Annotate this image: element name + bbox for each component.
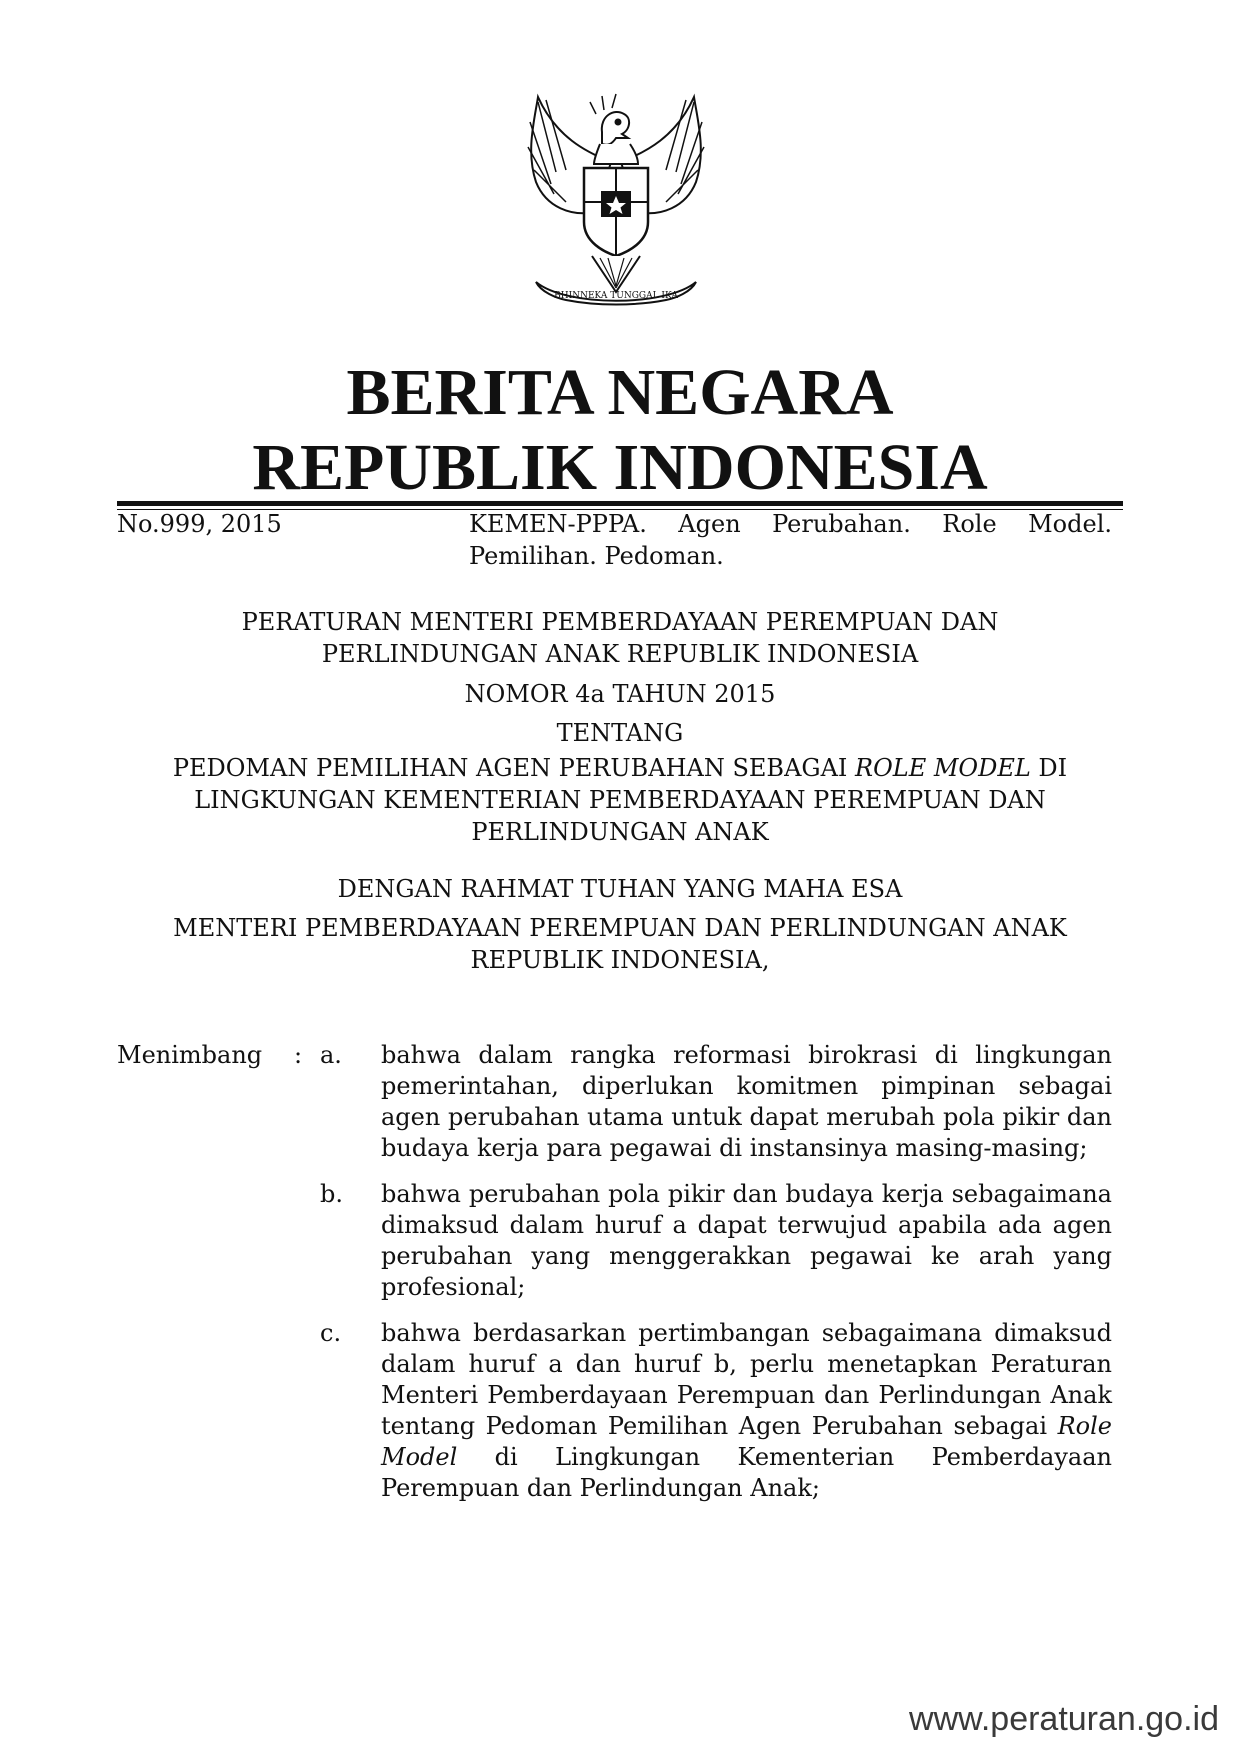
minister-heading-line1: MENTERI PEMBERDAYAAN PEREMPUAN DAN PERLINDUNGAN ANAK (173, 914, 1067, 942)
list-item-text (381, 1318, 1112, 1504)
subject-text: PEDOMAN PEMILIHAN AGEN PERUBAHAN SEBAGAI (172, 754, 856, 782)
minister-heading-line2: REPUBLIK INDONESIA, (470, 946, 770, 974)
regulation-title-line1: PERATURAN MENTERI PEMBERDAYAAN PEREMPUAN DAN (241, 608, 999, 636)
subject-italic-text: ROLE MODEL (855, 754, 1031, 782)
garuda-emblem-icon (516, 92, 716, 312)
regulation-subject-line1 (117, 752, 1123, 784)
subject-text-end: DI (1030, 754, 1068, 782)
invocation: DENGAN RAHMAT TUHAN YANG MAHA ESA (337, 875, 903, 903)
masthead-title-line1: BERITA NEGARA (346, 356, 894, 429)
regulation-title-line2: PERLINDUNGAN ANAK REPUBLIK INDONESIA (321, 640, 919, 668)
list-item-letter: a. (320, 1041, 342, 1069)
list-item-letter: b. (320, 1180, 343, 1208)
list-item-italic-text: Role Model (381, 1412, 1112, 1471)
regulation-subject-line3: PERLINDUNGAN ANAK (471, 818, 769, 846)
regulation-tentang: TENTANG (556, 719, 684, 747)
regulation-subject (117, 752, 1123, 848)
list-item-letter: c. (320, 1319, 342, 1347)
list-item-text-end: di Lingkungan Kementerian Pemberdayaan Perempuan dan Perlindungan Anak; (381, 1443, 1112, 1502)
gazette-subject: KEMEN-PPPA. Agen Perubahan. Role Model. Pemilihan. Pedoman. (469, 510, 1112, 570)
list-item (320, 1179, 1112, 1303)
list-item-text-part: bahwa berdasarkan pertimbangan sebagaimana dimaksud dalam huruf a dan huruf b, perlu menetapkan Peraturan Menteri Pemberdayaan Perempuan dan Perlindungan Anak tentang Pedoman Pemilihan Agen Perubahan sebagai (381, 1319, 1112, 1440)
menimbang-label: Menimbang (117, 1041, 263, 1069)
regulation-subject-line2: LINGKUNGAN KEMENTERIAN PEMBERDAYAAN PEREMPUAN DAN (194, 786, 1046, 814)
minister-heading (117, 912, 1123, 976)
list-item (320, 1318, 1112, 1504)
list-item (320, 1040, 1112, 1164)
menimbang-list (320, 1040, 1112, 1519)
footer-website-link[interactable]: www.peraturan.go.id (909, 1700, 1219, 1738)
header-rule-thick (117, 501, 1123, 506)
regulation-title (117, 606, 1123, 670)
emblem-motto: BHINNEKA TUNGGAL IKA (554, 291, 678, 301)
menimbang-colon: : (294, 1041, 303, 1069)
list-item-text: bahwa perubahan pola pikir dan budaya kerja sebagaimana dimaksud dalam huruf a dapat terwujud apabila ada agen perubahan yang menggerakkan pegawai ke arah yang profesional; (381, 1180, 1112, 1301)
gazette-number: No.999, 2015 (117, 510, 282, 538)
masthead-title-line2: REPUBLIK INDONESIA (252, 431, 988, 504)
regulation-number: NOMOR 4a TAHUN 2015 (464, 680, 776, 708)
list-item-text: bahwa dalam rangka reformasi birokrasi di lingkungan pemerintahan, diperlukan komitmen pimpinan sebagai agen perubahan utama untuk dapat merubah pola pikir dan budaya kerja para pegawai di instansinya masing-masing; (381, 1041, 1112, 1162)
